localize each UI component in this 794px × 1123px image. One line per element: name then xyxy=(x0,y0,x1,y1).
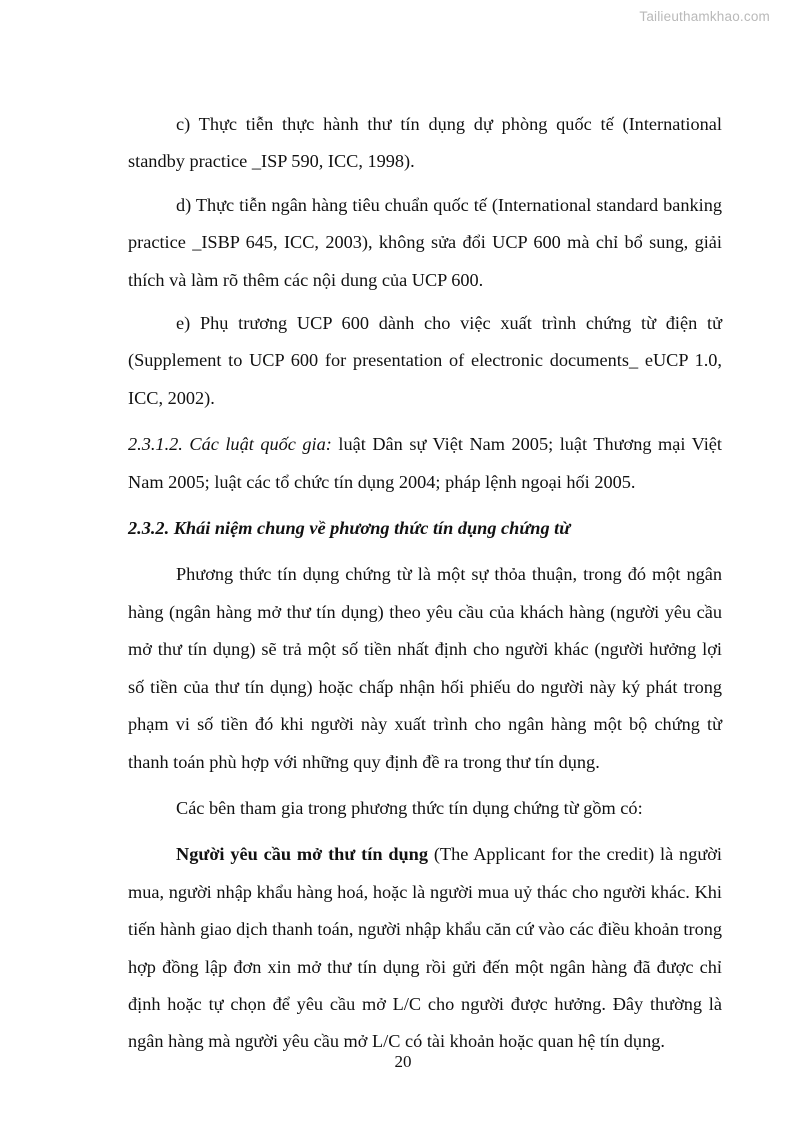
applicant-description: (The Applicant for the credit) là người mua, người nhập khẩu hàng hoá, hoặc là người mua uỷ thác cho người khác. Khi tiến hành giao dịch thanh toán, người nhập khẩu căn cứ vào các điều khoản trong hợp đồng lập đơn xin mở thư tín dụng rồi gửi đến một ngân hàng đã được chỉ định hoặc tự chọn để yêu cầu mở L/C cho người được hưởng. Đây thường là ngân hàng mà người yêu cầu mở L/C có tài khoản hoặc quan hệ tín dụng. xyxy=(128,844,722,1052)
spacer xyxy=(128,417,722,426)
heading-2-3-1-2 xyxy=(128,426,722,501)
page-number: 20 xyxy=(394,1052,412,1071)
watermark-text: Tailieuthamkhao.com xyxy=(639,9,770,24)
applicant-term: Người yêu cầu mở thư tín dụng xyxy=(176,844,428,865)
heading-2-3-1-2-label: 2.3.1.2. Các luật quốc gia: xyxy=(128,434,332,455)
heading-2-3-2: 2.3.2. Khái niệm chung về phương thức tín dụng chứng từ xyxy=(128,518,571,539)
paragraph-applicant xyxy=(128,836,722,1060)
heading-2-3-1-2-body: luật Dân sự Việt Nam 2005; luật Thương mại Việt Nam 2005; luật các tổ chức tín dụng 2004; pháp lệnh ngoại hối 2005. xyxy=(128,434,723,492)
paragraph-d: d) Thực tiễn ngân hàng tiêu chuẩn quốc tế (International standard banking practice _ISBP 645, ICC, 2003), không sửa đổi UCP 600 mà chỉ bổ sung, giải thích và làm rõ thêm các nội dung của UCP 600. xyxy=(128,194,722,290)
paragraph-parties-intro: Các bên tham gia trong phương thức tín dụng chứng từ gồm có: xyxy=(176,797,643,818)
spacer xyxy=(128,781,722,790)
page-content xyxy=(128,106,722,1061)
paragraph-e: e) Phụ trương UCP 600 dành cho việc xuất trình chứng từ điện tử (Supplement to UCP 600 for presentation of electronic documents_ eUCP 1.0, ICC, 2002). xyxy=(128,313,722,408)
paragraph-c: c) Thực tiễn thực hành thư tín dụng dự phòng quốc tế (International standby practice _ISP 590, ICC, 1998). xyxy=(128,114,722,172)
spacer xyxy=(128,501,722,510)
spacer xyxy=(128,827,722,836)
paragraph-definition: Phương thức tín dụng chứng từ là một sự thỏa thuận, trong đó một ngân hàng (ngân hàng mở thư tín dụng) theo yêu cầu của khách hàng (người yêu cầu mở thư tín dụng) sẽ trả một số tiền nhất định cho người khác (người hưởng lợi số tiền của thư tín dụng) hoặc chấp nhận hối phiếu do người này ký phát trong phạm vi số tiền đó khi người này xuất trình cho ngân hàng một bộ chứng từ thanh toán phù hợp với những quy định đề ra trong thư tín dụng. xyxy=(128,564,722,772)
spacer xyxy=(128,547,722,556)
